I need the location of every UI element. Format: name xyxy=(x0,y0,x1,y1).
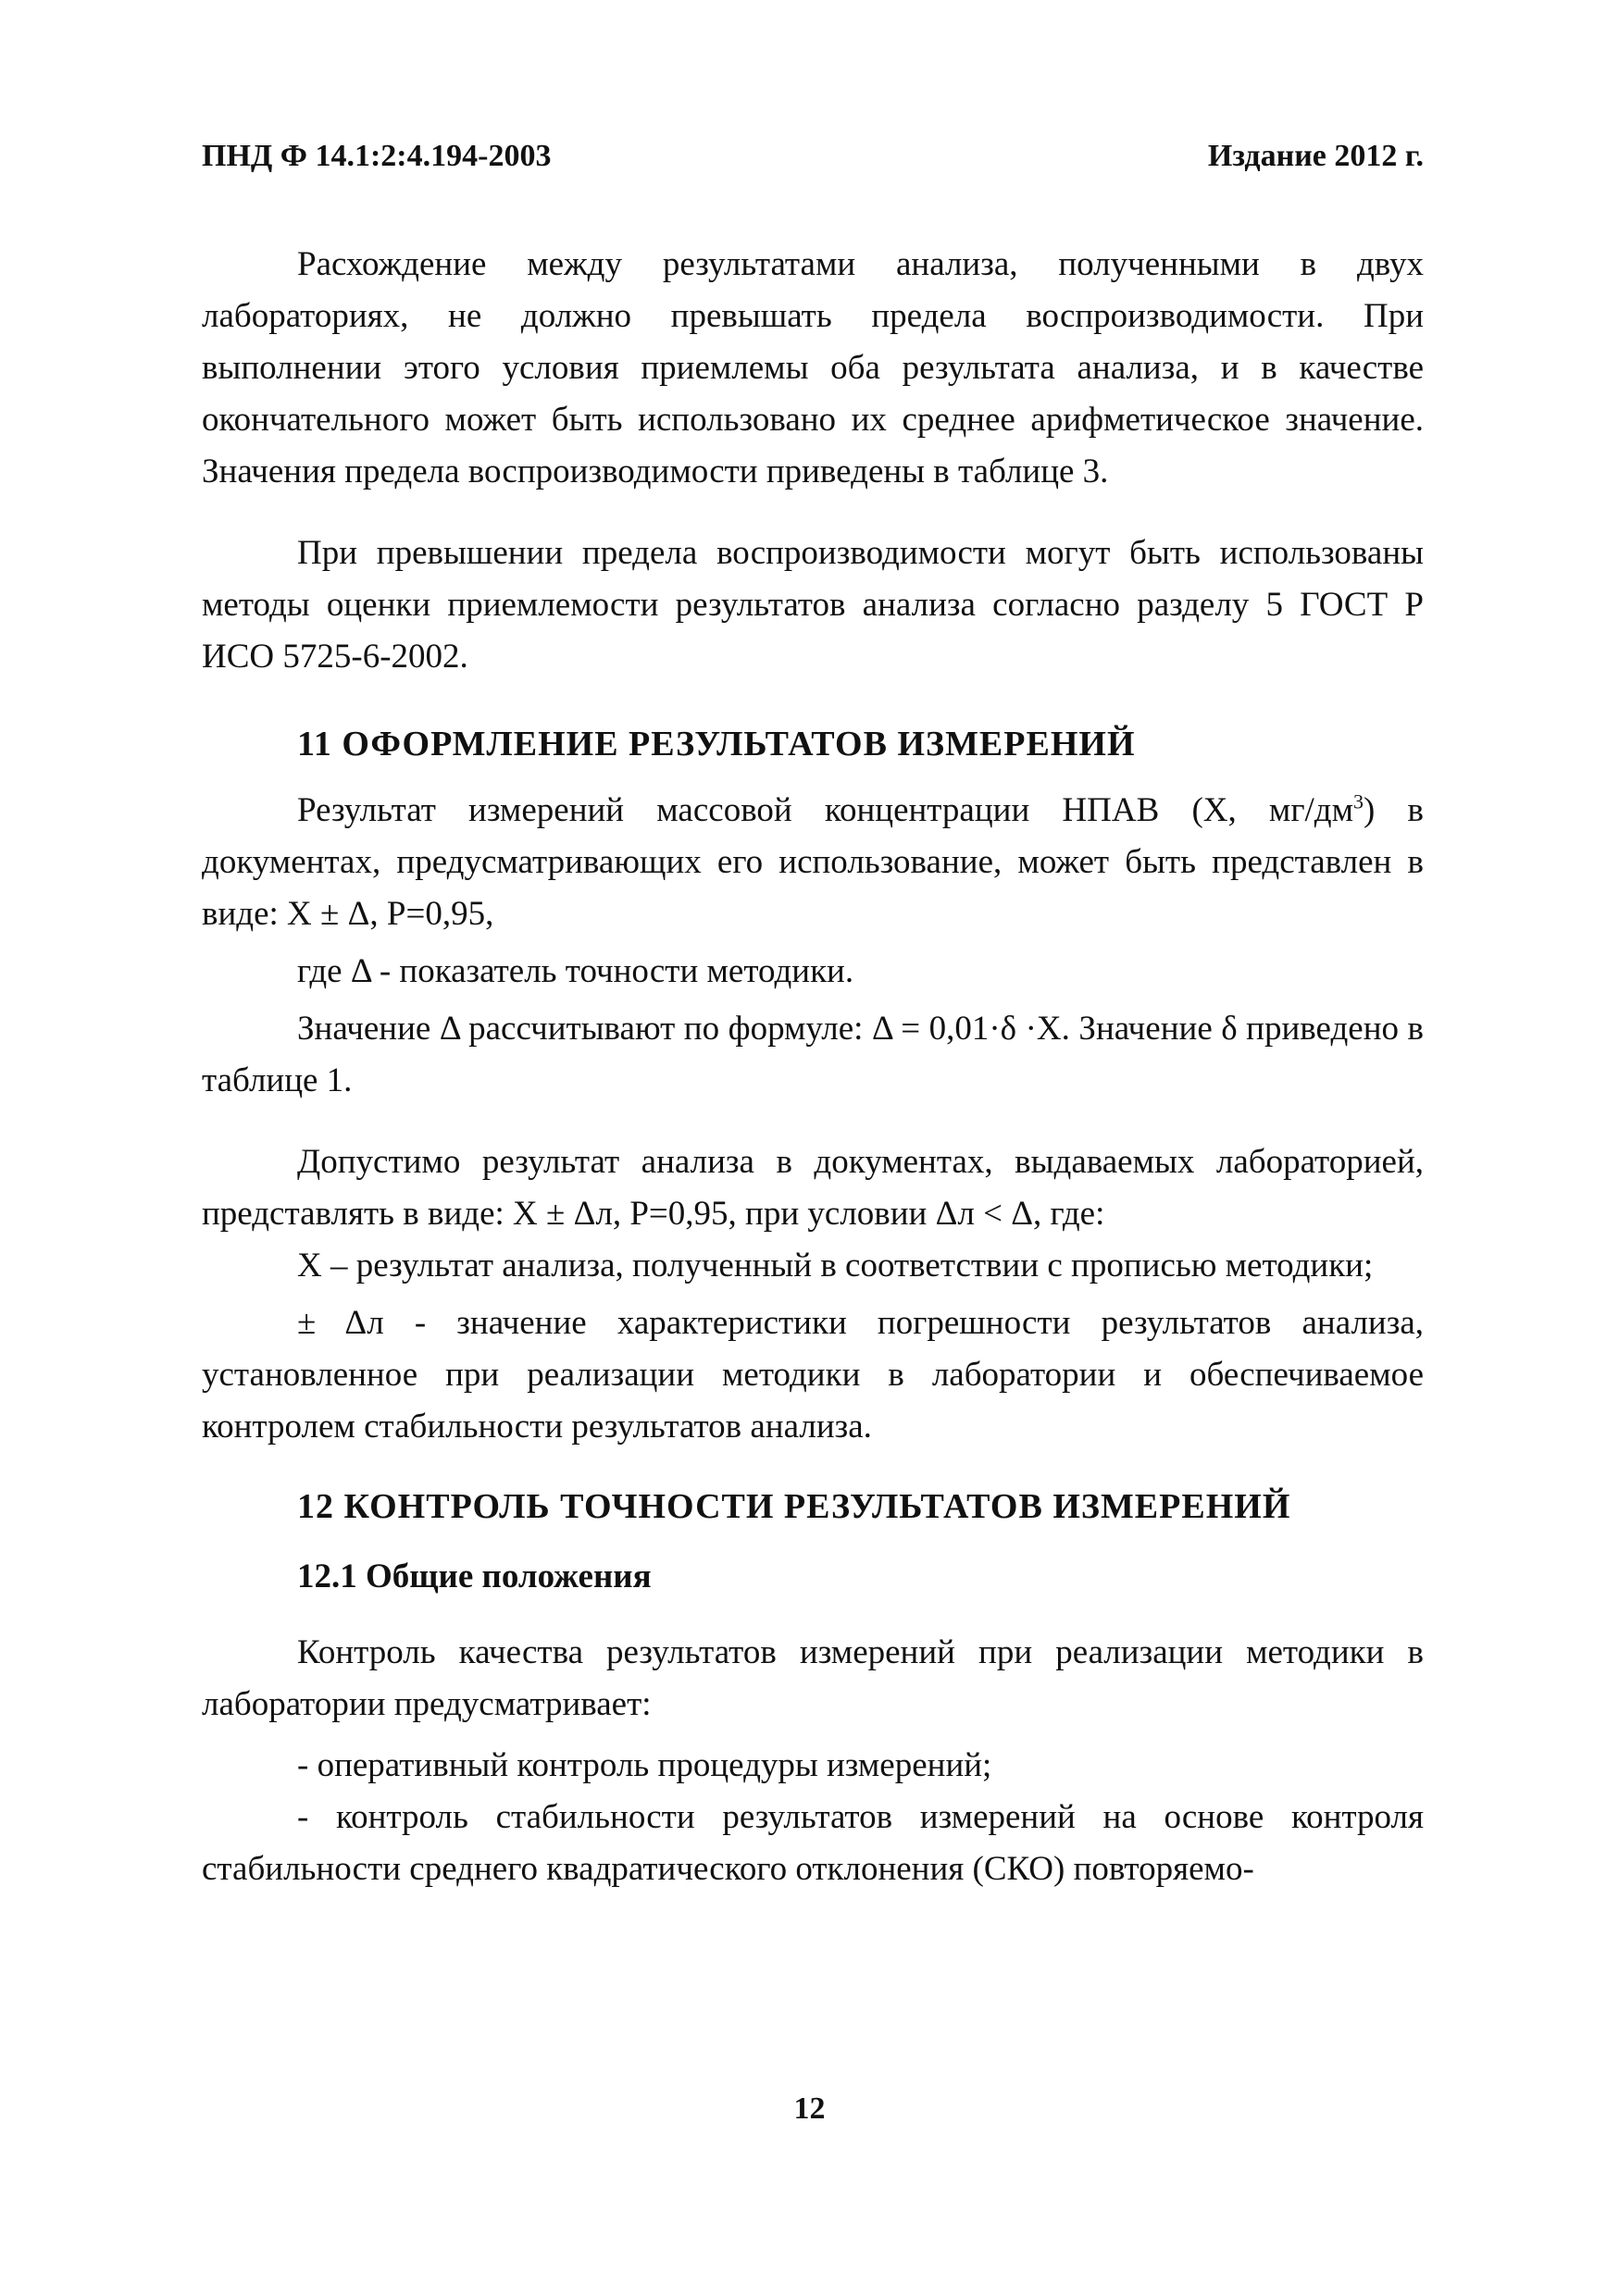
list-item-stability-control: - контроль стабильности результатов измерений на основе контроля стабильности среднего квадратического отклонения (СКО) повторяемо- xyxy=(202,1798,1424,1888)
result-format-text-b: ) в документах, предусматривающих его использование, может быть представлен в виде: Х ± Δ, Р=0,95, xyxy=(202,791,1424,933)
paragraph-x-definition: Х – результат анализа, полученный в соответствии с прописью методики; xyxy=(297,1247,1374,1285)
paragraph-exceed-limit: При превышении предела воспроизводимости могут быть использованы методы оценки приемлемости результатов анализа согласно разделу 5 ГОСТ Р ИСО 5725-6-2002. xyxy=(202,534,1424,676)
paragraph-result-format xyxy=(202,785,1424,940)
paragraph-delta-formula: Значение Δ рассчитывают по формуле: Δ = 0,01·δ ·Х. Значение δ приведено в таблице 1. xyxy=(202,1010,1424,1099)
paragraph-lab-result: Допустимо результат анализа в документах, выдаваемых лабораторией, представлять в виде: Х ± Δл, Р=0,95, при условии Δл < Δ, где: xyxy=(202,1143,1424,1233)
page-number: 12 xyxy=(793,2091,826,2126)
section-12-title: 12 КОНТРОЛЬ ТОЧНОСТИ РЕЗУЛЬТАТОВ ИЗМЕРЕНИЙ xyxy=(297,1487,1291,1526)
superscript-3: 3 xyxy=(1353,789,1364,813)
edition-label: Издание 2012 г. xyxy=(1207,139,1424,173)
paragraph-delta-definition: где Δ - показатель точности методики. xyxy=(297,952,854,990)
result-format-text-a: Результат измерений массовой концентрации НПАВ (Х, мг/дм xyxy=(297,791,1354,829)
paragraph-reproducibility: Расхождение между результатами анализа, полученными в двух лабораториях, не должно превышать предела воспроизводимости. При выполнении этого условия приемлемы оба результата анализа, и в качестве окончательного может быть использовано их среднее арифметическое значение. Значения предела воспроизводимости приведены в таблице 3. xyxy=(202,245,1424,490)
list-item-operative-control: - оперативный контроль процедуры измерений; xyxy=(297,1746,992,1784)
subsection-12-1-title: 12.1 Общие положения xyxy=(297,1558,652,1595)
document-id: ПНД Ф 14.1:2:4.194-2003 xyxy=(202,139,552,173)
paragraph-quality-control: Контроль качества результатов измерений при реализации методики в лаборатории предусматривает: xyxy=(202,1633,1424,1723)
section-11-title: 11 ОФОРМЛЕНИЕ РЕЗУЛЬТАТОВ ИЗМЕРЕНИЙ xyxy=(297,725,1136,763)
paragraph-delta-lab-definition: ± Δл - значение характеристики погрешности результатов анализа, установленное при реализации методики в лаборатории и обеспечиваемое контролем стабильности результатов анализа. xyxy=(202,1304,1424,1446)
page-content xyxy=(202,239,1424,1895)
